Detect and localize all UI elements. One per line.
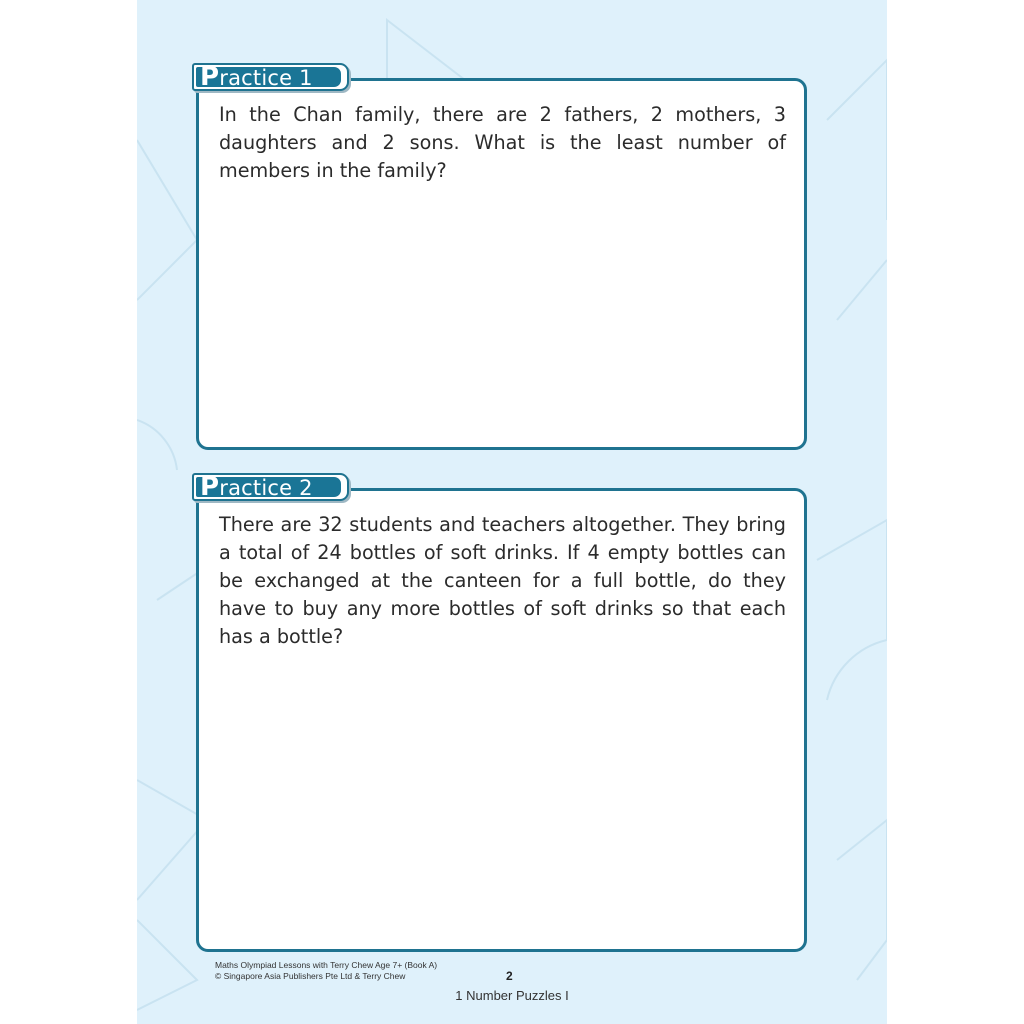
practice-2-label-text: Practice 2: [200, 471, 313, 502]
practice-2-label: [192, 473, 349, 501]
chapter-title: 1 Number Puzzles I: [455, 988, 569, 1003]
page-number: 2: [506, 969, 513, 983]
practice-1-question: In the Chan family, there are 2 fathers, 2 mothers, 3 daughters and 2 sons. What is the least number of members in the family?: [219, 103, 786, 182]
credit-line-1: Maths Olympiad Lessons with Terry Chew Age 7+ (Book A): [215, 960, 438, 970]
credit-line-2: © Singapore Asia Publishers Pte Ltd & Terry Chew: [215, 971, 406, 981]
practice-1-label-text: Practice 1: [200, 61, 313, 92]
worksheet-page: [137, 0, 887, 1024]
practice-2-question: There are 32 students and teachers altogether. They bring a total of 24 bottles of soft drinks. If 4 empty bottles can be exchanged at the canteen for a full bottle, do they have to buy any more bottles of soft drinks so that each has a bottle?: [219, 513, 786, 648]
practice-1-label: [192, 63, 349, 91]
practice-2-box: [196, 488, 807, 952]
footer-credit: [215, 960, 437, 982]
practice-1-box: [196, 78, 807, 450]
